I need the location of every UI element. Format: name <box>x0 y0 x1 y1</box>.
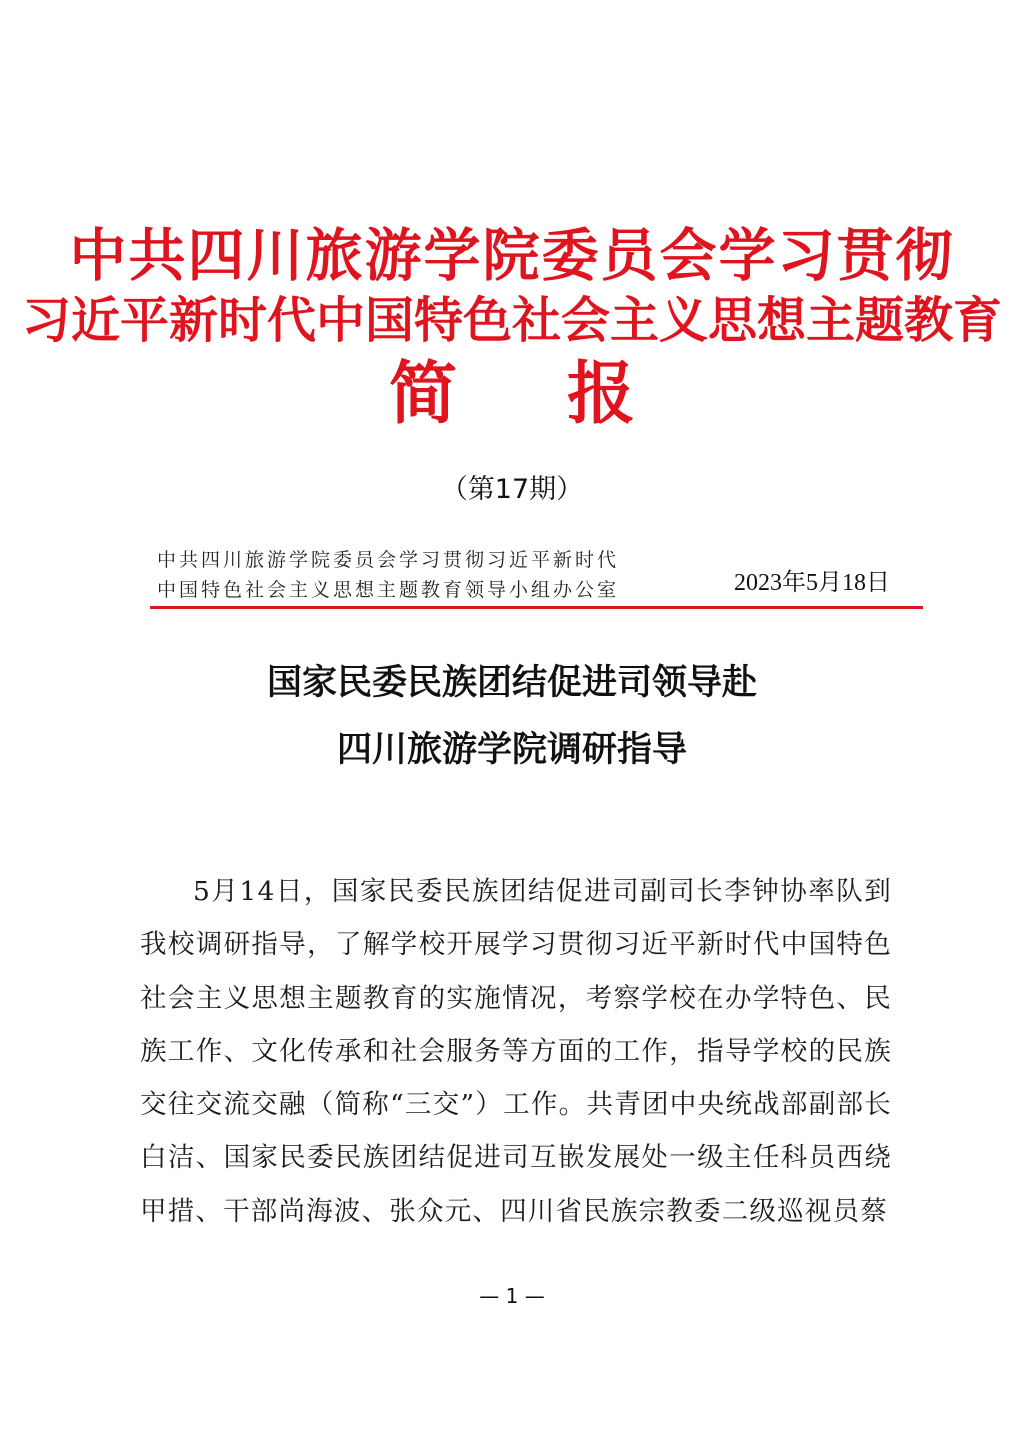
issuing-office-line-1: 中共四川旅游学院委员会学习贯彻习近平新时代 <box>157 549 620 571</box>
bulletin-title-right: 报 <box>567 355 636 434</box>
red-divider <box>150 606 923 609</box>
page-number: — 1 — <box>479 1284 545 1308</box>
issuing-office <box>157 545 619 605</box>
issuing-office-line-2: 中国特色社会主义思想主题教育领导小组办公室 <box>157 579 620 601</box>
masthead-line-2: 习近平新时代中国特色社会主义思想主题教育 <box>21 292 1002 349</box>
issue-number: （第17期） <box>440 474 584 505</box>
bulletin-title <box>0 352 1024 438</box>
article-title-line-1: 国家民委民族团结促进司领导赴 <box>266 663 757 703</box>
article-body: 5月14日，国家民委民族团结促进司副司长李钟协率队到我校调研指导，了解学校开展学习贯彻习近平新时代中国特色社会主义思想主题教育的实施情况，考察学校在办学特色、民族工作、文化传承和社会服务等方面的工作，指导学校的民族交往交流交融（简称“三交”）工作。共青团中央统战部副部长白洁、国家民委民族团结促进司互嵌发展处一级主任科员西绕甲措、干部尚海波、张众元、四川省民族宗教委二级巡视员蔡 <box>140 876 892 1227</box>
bulletin-title-left: 简 <box>388 355 457 434</box>
masthead-line-1: 中共四川旅游学院委员会学习贯彻 <box>69 223 955 289</box>
issue-date: 2023年5月18日 <box>734 570 890 596</box>
article-title-line-2: 四川旅游学院调研指导 <box>336 730 687 770</box>
